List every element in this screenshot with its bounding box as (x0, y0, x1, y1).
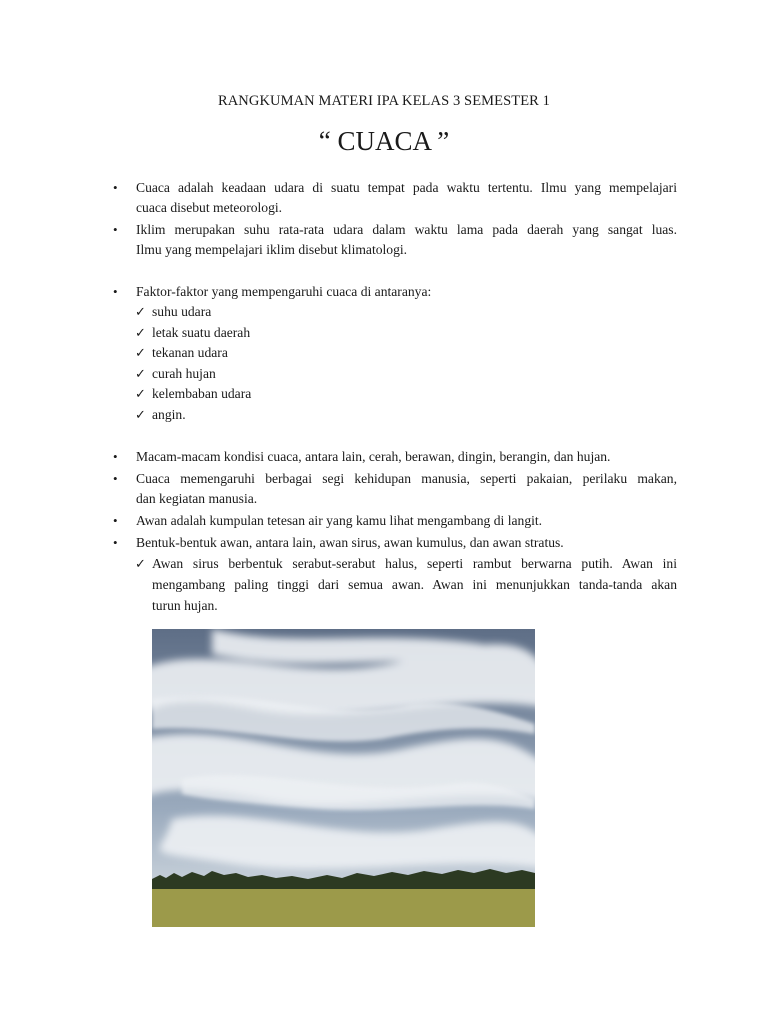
bullet-icon: • (113, 535, 118, 550)
p6-line-1: Awan adalah kumpulan tetesan air yang kamu lihat mengambang di langit. (136, 513, 543, 528)
check-icon: ✓ (135, 366, 146, 381)
factor-item: kelembaban udara (152, 386, 252, 401)
bullet-icon: • (113, 284, 118, 299)
p7-sub-line-1: Awan sirus berbentuk serabut-serabut halus, seperti rambut berwarna putih. Awan ini (152, 556, 677, 571)
check-icon: ✓ (135, 325, 146, 340)
document-heading: RANGKUMAN MATERI IPA KELAS 3 SEMESTER 1 (217, 93, 551, 109)
bullet-icon: • (113, 513, 118, 528)
check-icon: ✓ (135, 407, 146, 422)
check-icon: ✓ (135, 304, 146, 319)
p3-line-1: Faktor-faktor yang mempengaruhi cuaca di antaranya: (136, 284, 432, 299)
p7-sub-line-3: turun hujan. (152, 598, 218, 613)
p5-line-1: Cuaca memengaruhi berbagai segi kehidupan manusia, seperti pakaian, perilaku makan, (136, 471, 677, 486)
p1-line-1: Cuaca adalah keadaan udara di suatu tempat pada waktu tertentu. Ilmu yang mempelajari (136, 180, 677, 195)
p2-line-1: Iklim merupakan suhu rata-rata udara dalam waktu lama pada daerah yang sangat luas. (136, 222, 677, 237)
p5-line-2: dan kegiatan manusia. (136, 491, 258, 506)
check-icon: ✓ (135, 386, 146, 401)
bullet-icon: • (113, 449, 118, 464)
factor-item: suhu udara (152, 304, 212, 319)
bullet-icon: • (113, 180, 118, 195)
document-title: “ CUACA ” (318, 126, 450, 156)
bullet-icon: • (113, 471, 118, 486)
check-icon: ✓ (135, 345, 146, 360)
factor-item: angin. (152, 407, 186, 422)
bullet-icon: • (113, 222, 118, 237)
factor-item: letak suatu daerah (152, 325, 251, 340)
check-icon: ✓ (135, 556, 146, 571)
p7-sub-line-2: mengambang paling tinggi dari semua awan. Awan ini menunjukkan tanda-tanda akan (152, 577, 677, 592)
factor-item: tekanan udara (152, 345, 228, 360)
factor-item: curah hujan (152, 366, 216, 381)
p1-line-2: cuaca disebut meteorologi. (136, 200, 283, 215)
p4-line-1: Macam-macam kondisi cuaca, antara lain, cerah, berawan, dingin, berangin, dan hujan. (136, 449, 611, 464)
cirrus-cloud-photo (152, 629, 535, 927)
p7-line-1: Bentuk-bentuk awan, antara lain, awan sirus, awan kumulus, dan awan stratus. (136, 535, 564, 550)
grass-field (152, 889, 535, 927)
p2-line-2: Ilmu yang mempelajari iklim disebut klimatologi. (136, 242, 408, 257)
